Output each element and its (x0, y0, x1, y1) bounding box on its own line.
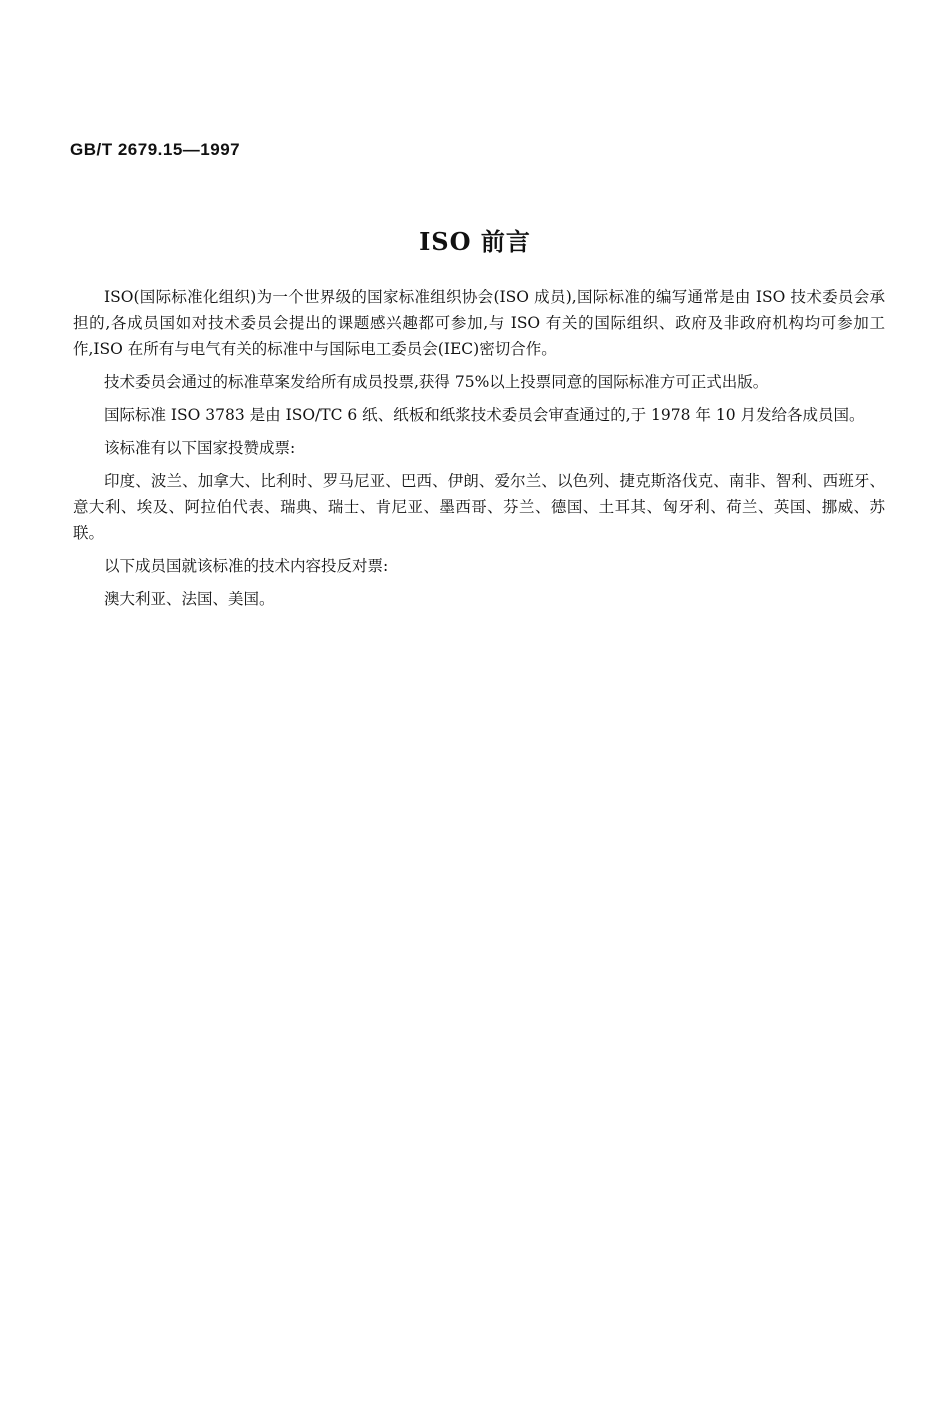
paragraph-approve-list: 印度、波兰、加拿大、比利时、罗马尼亚、巴西、伊朗、爱尔兰、以色列、捷克斯洛伐克、南非、智利、西班牙、意大利、埃及、阿拉伯代表、瑞典、瑞士、肯尼亚、墨西哥、芬兰、德国、土耳其、匈牙利、荷兰、英国、挪威、苏联。 (73, 472, 885, 542)
paragraph-approve-heading: 该标准有以下国家投赞成票: (104, 439, 296, 457)
paragraph-iso-intro: ISO(国际标准化组织)为一个世界级的国家标准组织协会(ISO 成员),国际标准的编写通常是由 ISO 技术委员会承担的,各成员国如对技术委员会提出的课题感兴趣都可参加,与 ISO 有关的国际组织、政府及非政府机构均可参加工作,ISO 在所有与电气有关的标准中与国际电工委员会(IEC)密切合作。 (73, 288, 885, 358)
standard-number: GB/T 2679.15—1997 (70, 140, 241, 159)
paragraph-voting-rule: 技术委员会通过的标准草案发给所有成员投票,获得 75%以上投票同意的国际标准方可正式出版。 (104, 373, 769, 391)
page-title: ISO 前言 (419, 227, 531, 256)
paragraph-iso-3783: 国际标准 ISO 3783 是由 ISO/TC 6 纸、纸板和纸浆技术委员会审查通过的,于 1978 年 10 月发给各成员国。 (104, 406, 865, 424)
document-body (73, 284, 885, 619)
paragraph-disapprove-heading: 以下成员国就该标准的技术内容投反对票: (104, 557, 389, 575)
paragraph-disapprove-list: 澳大利亚、法国、美国。 (104, 590, 275, 608)
